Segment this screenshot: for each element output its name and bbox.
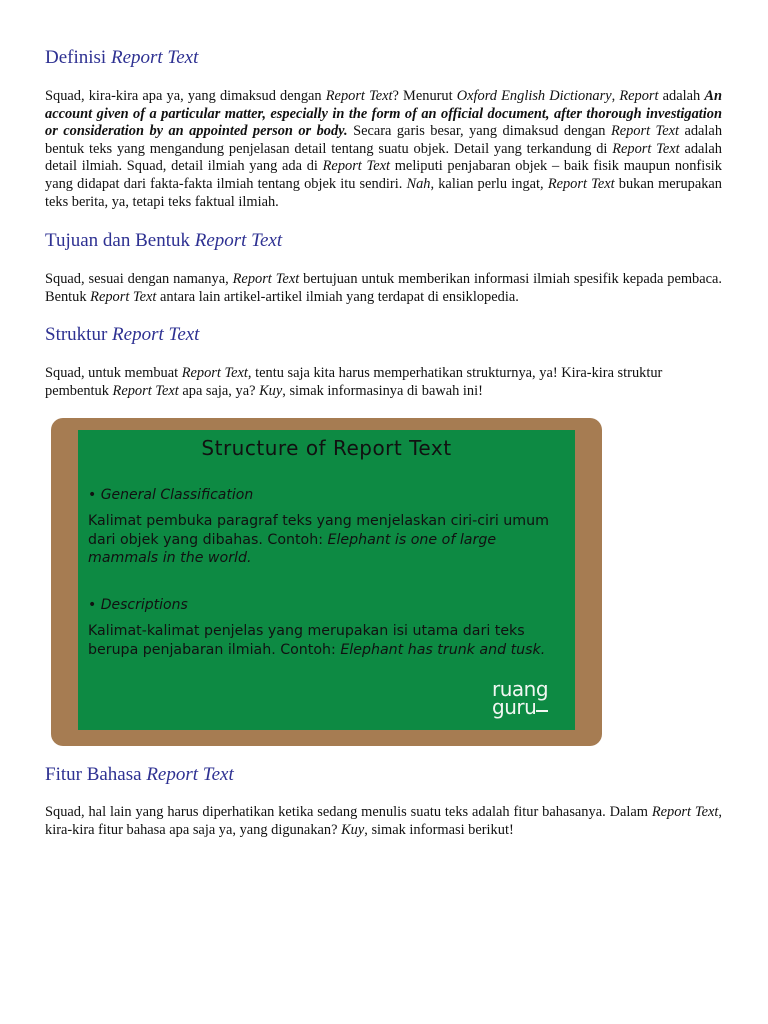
heading-struktur: Struktur Report Text	[45, 324, 200, 345]
board-item-general-classification: • General Classification	[88, 487, 254, 503]
board-item-descriptions-text: Kalimat-kalimat penjelas yang merupakan isi utama dari teks berupa penjabaran ilmiah. Contoh: Elephant has trunk and tusk.	[88, 623, 546, 658]
heading-tujuan: Tujuan dan Bentuk Report Text	[45, 230, 283, 251]
chalkboard-image	[51, 418, 602, 746]
board-item-descriptions: • Descriptions	[88, 597, 188, 613]
paragraph-tujuan: Squad, sesuai dengan namanya, Report Text bertujuan untuk memberikan informasi ilmiah spesifik kepada pembaca. Bentuk Report Text antara lain artikel-artikel ilmiah yang terdapat di ensiklopedia.	[45, 271, 723, 305]
paragraph-struktur: Squad, untuk membuat Report Text, tentu saja kita harus memperhatikan strukturnya, ya! Kira-kira struktur pembentuk Report Text apa saja, ya? Kuy, simak informasinya di bawah ini!	[45, 365, 663, 399]
paragraph-fitur: Squad, hal lain yang harus diperhatikan ketika sedang menulis suatu teks adalah fitur bahasanya. Dalam Report Text, kira-kira fitur bahasa apa saja ya, yang digunakan? Kuy, simak informasi berikut!	[45, 804, 722, 838]
ruangguru-logo: ruang guru	[492, 677, 549, 719]
chalkboard-surface	[78, 430, 575, 730]
board-item-general-classification-text: Kalimat pembuka paragraf teks yang menjelaskan ciri-ciri umum dari objek yang dibahas. Contoh: Elephant is one of large mammals in the world.	[88, 513, 549, 566]
board-title: Structure of Report Text	[201, 436, 452, 460]
heading-definisi: Definisi Report Text	[45, 47, 199, 68]
heading-fitur: Fitur Bahasa Report Text	[45, 764, 234, 785]
paragraph-definisi: Squad, kira-kira apa ya, yang dimaksud dengan Report Text? Menurut Oxford English Dictionary, Report adalah An account given of a particular matter, especially in the form of an official document, after thorough investigation or consideration by an appointed person or body. Secara garis besar, yang dimaksud dengan Report Text adalah bentuk teks yang mengandung penjelasan detail tentang suatu objek. Detail yang terkandung di Report Text adalah detail ilmiah. Squad, detail ilmiah yang ada di Report Text meliputi penjabaran objek – baik fisik maupun nonfisik yang didapat dari fakta-fakta ilmiah tentang objek itu sendiri. Nah, kalian perlu ingat, Report Text bukan merupakan teks berita, ya, tetapi teks faktual ilmiah.	[45, 88, 723, 210]
